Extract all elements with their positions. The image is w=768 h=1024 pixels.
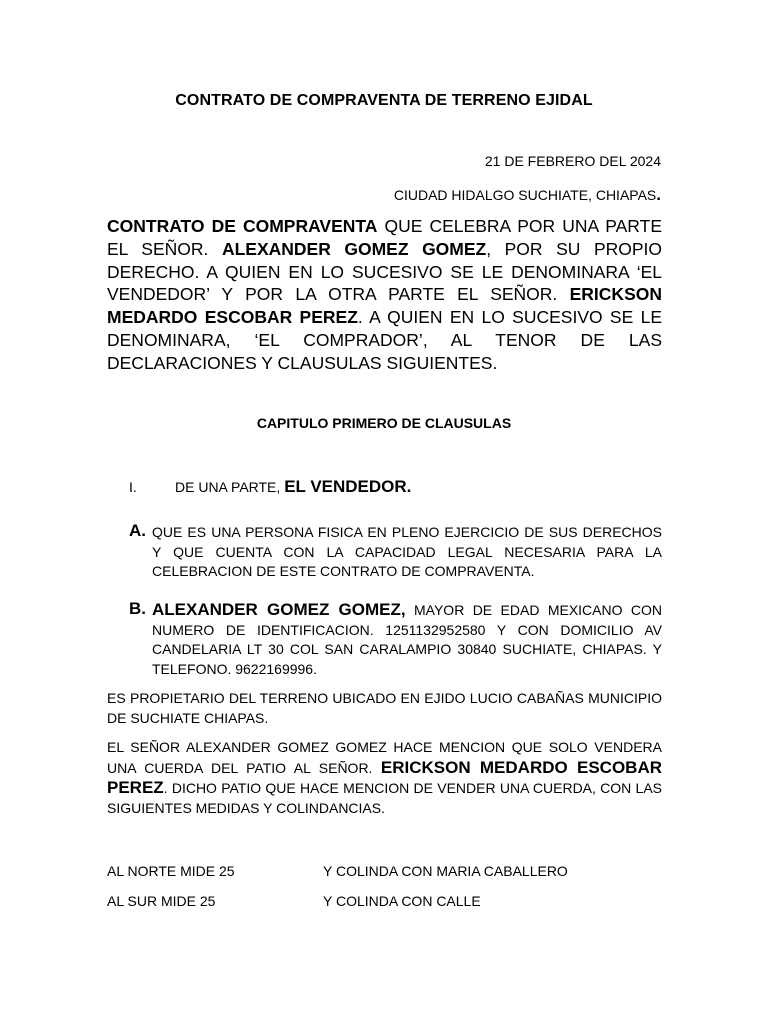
intro-text-1: QUE CELEBRA POR UNA PARTE EL SEÑOR. <box>107 216 662 259</box>
section-i-numeral: I. <box>129 479 137 495</box>
section-i-text: DE UNA PARTE, <box>175 479 285 495</box>
section-i-heading <box>175 477 411 497</box>
document-date: 21 DE FEBRERO DEL 2024 <box>484 153 661 169</box>
intro-text-3: . A QUIEN EN LO SUCESIVO SE LE DENOMINARA, ‘EL COMPRADOR’, AL TENOR DE LAS DECLARACIONES Y CLAUSULAS SIGUIENTES. <box>107 307 662 373</box>
sale-text-1: EL SEÑOR ALEXANDER GOMEZ GOMEZ HACE MENCION QUE SOLO VENDERA UNA CUERDA DEL PATIO AL SEÑOR. <box>107 739 662 776</box>
document-place <box>394 185 661 205</box>
boundary-north-measure: AL NORTE MIDE 25 <box>107 863 235 879</box>
sale-text-2: . DICHO PATIO QUE HACE MENCION DE VENDER UNA CUERDA, CON LAS SIGUIENTES MEDIDAS Y COLINDANCIAS. <box>107 780 662 816</box>
intro-paragraph <box>107 215 662 375</box>
place-text: CIUDAD HIDALGO SUCHIATE, CHIAPAS <box>393 187 657 203</box>
document-title: CONTRATO DE COMPRAVENTA DE TERRENO EJIDAL <box>175 92 593 109</box>
chapter-title: CAPITULO PRIMERO DE CLAUSULAS <box>256 415 512 431</box>
intro-lead: CONTRATO DE COMPRAVENTA <box>107 216 378 236</box>
sale-buyer-name: ERICKSON MEDARDO ESCOBAR PEREZ <box>107 757 662 797</box>
item-a-text: QUE ES UNA PERSONA FISICA EN PLENO EJERCICIO DE SUS DERECHOS Y QUE CUENTA CON LA CAPACIDAD LEGAL NECESARIA PARA LA CELEBRACION DE ESTE CONTRATO DE COMPRAVENTA. <box>152 524 662 579</box>
intro-text-2: , POR SU PROPIO DERECHO. A QUIEN EN LO SUCESIVO SE LE DENOMINARA ‘EL VENDEDOR’ Y POR LA OTRA PARTE EL SEÑOR. <box>107 238 663 305</box>
intro-buyer-name: ERICKSON MEDARDO ESCOBAR PEREZ <box>107 284 662 328</box>
item-a-letter: A. <box>129 521 146 540</box>
boundary-south-neighbor: Y COLINDA CON CALLE <box>323 893 481 909</box>
boundary-north-neighbor: Y COLINDA CON MARIA CABALLERO <box>323 863 568 879</box>
section-i-bold: EL VENDEDOR. <box>284 477 412 496</box>
boundary-south-measure: AL SUR MIDE 25 <box>107 893 216 909</box>
place-period: . <box>656 185 661 204</box>
item-b-details: MAYOR DE EDAD MEXICANO CON NUMERO DE IDENTIFICACION. 1251132952580 Y CON DOMICILIO AV CANDELARIA LT 30 COL SAN CARALAMPIO 30840 SUCHIATE, CHIAPAS. Y TELEFONO. 9622169996. <box>152 602 662 677</box>
owner-paragraph: ES PROPIETARIO DEL TERRENO UBICADO EN EJIDO LUCIO CABAÑAS MUNICIPIO DE SUCHIATE CHIAPAS. <box>107 690 662 726</box>
item-b-letter: B. <box>129 599 146 618</box>
item-b-name: ALEXANDER GOMEZ GOMEZ, <box>152 600 406 619</box>
item-b-text <box>152 600 662 679</box>
intro-seller-name: ALEXANDER GOMEZ GOMEZ <box>221 238 487 259</box>
sale-paragraph <box>107 738 662 818</box>
